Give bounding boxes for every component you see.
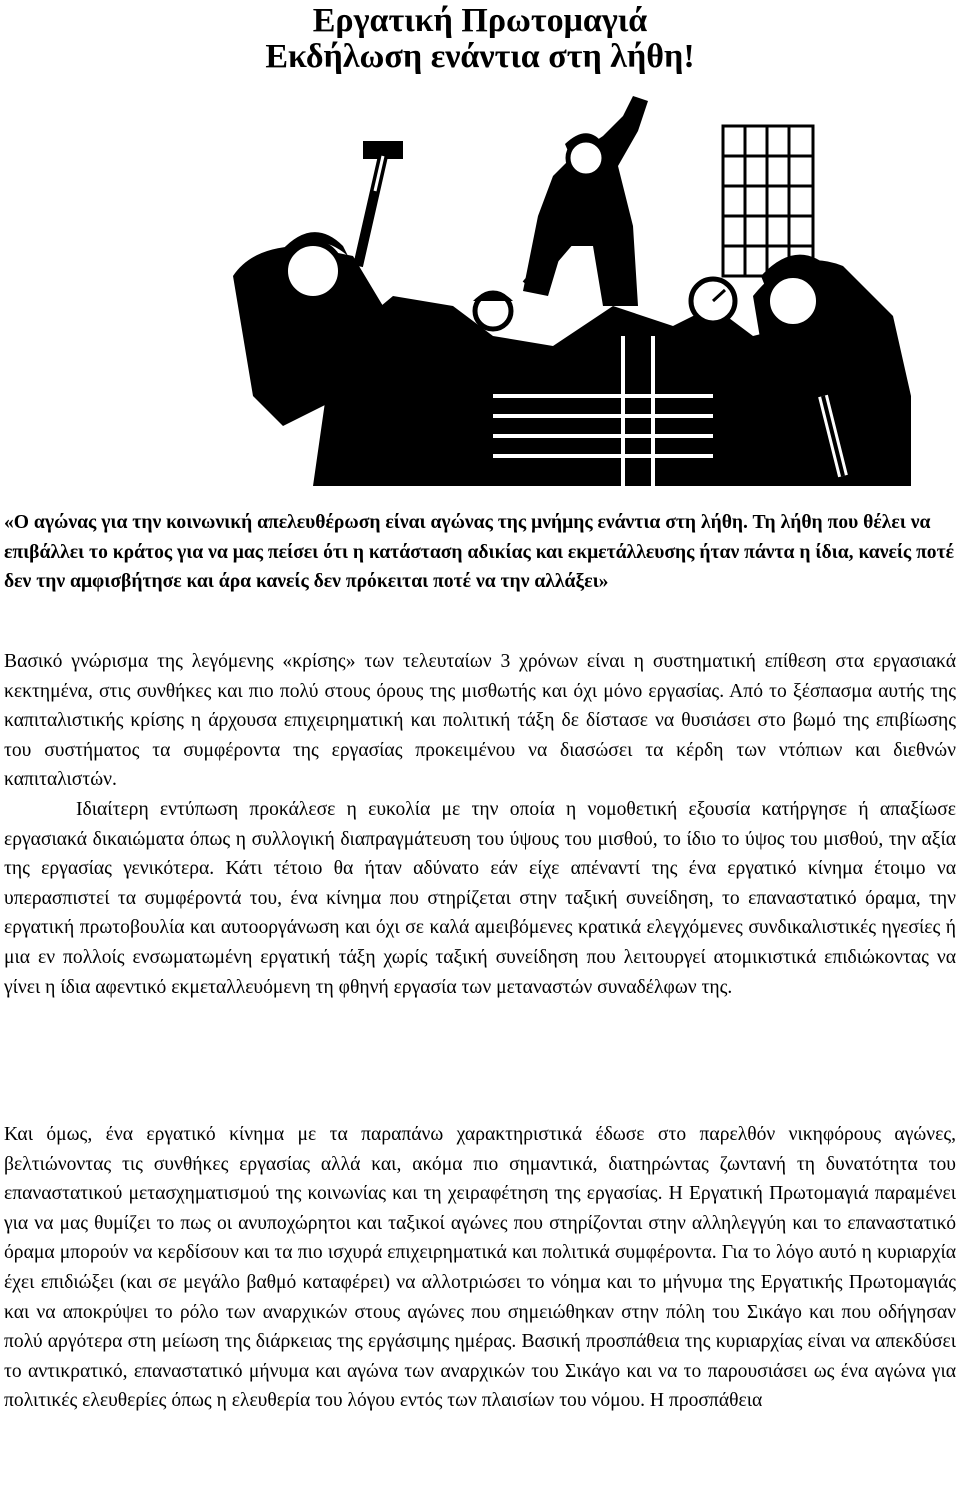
orator-figure (523, 96, 648, 306)
hammer-worker-figure (233, 141, 463, 426)
paragraph-1-text: Βασικό γνώρισμα της λεγόμενης «κρίσης» των τελευταίων 3 χρόνων είναι η συστηματική επίθεση στα εργασιακά κεκτημένα, στις συνθήκες και πιο πολύ στους όρους της μισθωτής και όχι μόνο εργασίας. Από το ξέσπασμα αυτής της καπιταλιστικής κρίσης η άρχουσα επιχειρηματική και πολιτική τάξη δε δίστασε να θυσιάσει στο βωμό της επιβίωσης του συστήματος τα συμφέροντα της εργασίας προκειμένου να διασώσει τα κέρδη των ντόπιων και διεθνών καπιταλιστών. (4, 651, 956, 791)
background-figure (473, 291, 513, 329)
paragraph-3: Και όμως, ένα εργατικό κίνημα με τα παραπάνω χαρακτηριστικά έδωσε στο παρελθόν νικηφόρους αγώνες, βελτιώνοντας τις συνθήκες εργασίας αλλά και, ακόμα πιο σημαντικά, διατηρώντας ζωντανή τη δυνατότητα του επαναστατικού μετασχηματισμού της κοινωνίας και τη χειραφέτηση της εργασίας. Η Εργατική Πρωτομαγιά παραμένει για να μας θυμίζει το πως οι ανυποχώρητοι και ταξικοί αγώνες που στηρίζονται στην αλληλεγγύη και το επαναστατικό όραμα μπορούν να κερδίσουν και τα πιο ισχυρά επιχειρηματικά και πολιτικά συμφέροντα. Για το λόγο αυτό η κυριαρχία έχει επιδιώξει (και σε μεγάλο βαθμό καταφέρει) να αλλοτριώσει το νόημα και το μήνυμα της Εργατικής Πρωτομαγιάς και να αποκρύψει το ρόλο των αναρχικών στους αγώνες που σημειώθηκαν στην πόλη του Σικάγο και που οδήγησαν πολύ αργότερα στη μείωση της διάρκειας της εργάσιμης ημέρας. Βασική προσπάθεια της κυριαρχίας είναι να απεκδύσει το αντικρατικό, επαναστατικό μήνυμα και αγώνα των αναρχικών του Σικάγο και να το παρουσιάσει ως ένα αγώνα για πολιτικές ελευθερίες όπως η ελευθερία του λόγου εντός των πλαισίων του νόμου. Η προσπάθεια (4, 1124, 956, 1412)
woodcut-workers-icon (193, 96, 911, 486)
title-line-1: Εργατική Πρωτομαγιά (312, 2, 648, 39)
pressure-gauge (691, 279, 735, 323)
paragraph-1 (4, 647, 956, 1002)
paragraph-2-text: Ιδιαίτερη εντύπωση προκάλεσε η ευκολία με την οποία η νομοθετική εξουσία κατήργησε ή απαξίωσε εργασιακά δικαιώματα όπως η συλλογική διαπραγμάτευση του ύψους του μισθού, το ίδιο το ύψος του μισθού, την αξία της εργασίας γενικότερα. Κάτι τέτοιο θα ήταν αδύνατο εάν είχε απέναντί της ένα εργατικό κίνημα έτοιμο να υπερασπιστεί τα συμφέροντά του, ένα κίνημα που στηρίζεται στην ταξική συνείδηση, το επαναστατικό όραμα, την εργατική πρωτοβουλία και αυτοοργάνωση και όχι σε καλά αμειβόμενες κρατικά ελεγχόμενες συνδικαλιστικές ηγεσίες ή μια εν πολλοίς ενσωματωμένη εργατική τάξη χωρίς ταξική συνείδηση που λειτουργεί ατομικιστικά επιδιώκοντας να γίνει η ίδια αφεντικό εκμεταλλευόμενη τη φθηνή εργασία των μεταναστών συναδέλφων της. (4, 798, 956, 998)
title-line-2: Εκδήλωση ενάντια στη λήθη! (265, 38, 695, 75)
opening-quote: «Ο αγώνας για την κοινωνική απελευθέρωση είναι αγώνας της μνήμης ενάντια στη λήθη. Τη λήθη που θέλει να επιβάλλει το κράτος για να μας πείσει ότι η κατάσταση αδικίας και εκμετάλλευσης ήταν πάντα η ίδια, κανείς ποτέ δεν την αμφισβήτησε και άρα κανείς δεν πρόκειται ποτέ να την αλλάξει» (4, 512, 955, 592)
window-grid (723, 126, 813, 276)
